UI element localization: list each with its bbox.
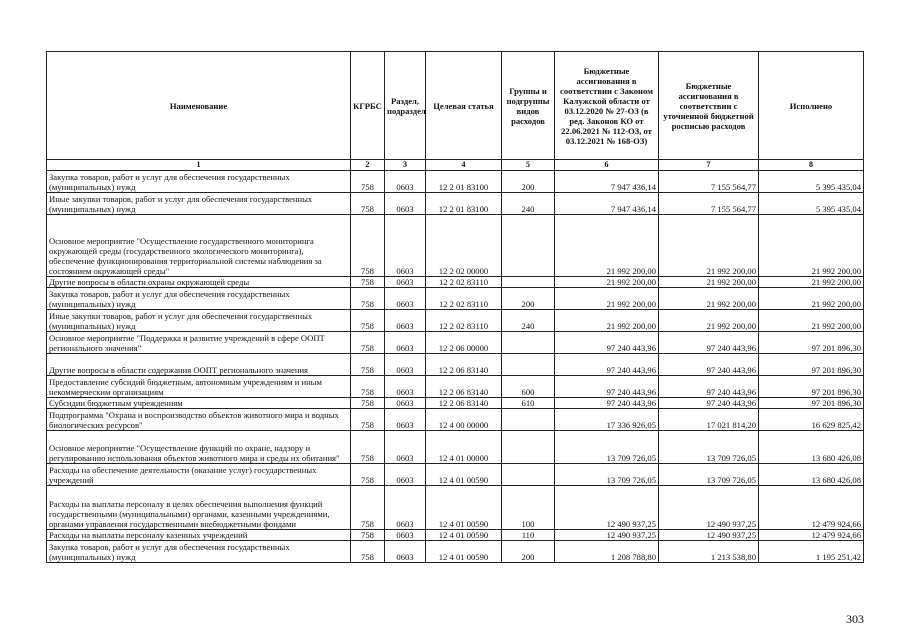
row-section: 0603 [385,541,426,563]
row-group: 240 [502,193,555,215]
table-row [47,193,864,215]
row-target: 12 2 02 83110 [426,310,502,332]
table-row [47,171,864,193]
header-row [47,52,864,160]
row-name: Расходы на выплаты персоналу в целях обеспечения выполнения функций государственными (муниципальными) органами, казенными учреждениями, органами управления государственными внебюджетными фондами [47,486,351,530]
row-group [502,332,555,354]
column-number: 2 [351,160,385,171]
column-number: 6 [555,160,659,171]
row-group [502,215,555,277]
table-row [47,431,864,464]
table-row [47,354,864,376]
row-section: 0603 [385,376,426,398]
row-refined: 17 021 814,20 [659,409,759,431]
column-number: 7 [659,160,759,171]
table-row [47,215,864,277]
row-law: 7 947 436,14 [555,193,659,215]
row-group: 610 [502,398,555,409]
table-row [47,464,864,486]
row-kgrbs: 758 [351,310,385,332]
row-name: Другие вопросы в области содержания ООПТ регионального значения [47,354,351,376]
row-refined: 97 240 443,96 [659,354,759,376]
row-target: 12 4 01 00590 [426,464,502,486]
row-target: 12 2 01 83100 [426,171,502,193]
row-name: Расходы на обеспечение деятельности (оказание услуг) государственных учреждений [47,464,351,486]
row-executed: 97 201 896,30 [759,398,864,409]
row-refined: 97 240 443,96 [659,398,759,409]
row-section: 0603 [385,398,426,409]
row-executed: 5 395 435,04 [759,193,864,215]
row-refined: 7 155 564,77 [659,193,759,215]
row-executed: 97 201 896,30 [759,354,864,376]
row-target: 12 4 01 00590 [426,530,502,541]
row-target: 12 4 00 00000 [426,409,502,431]
row-executed: 1 195 251,42 [759,541,864,563]
budget-table [46,51,864,563]
row-executed: 97 201 896,30 [759,332,864,354]
row-section: 0603 [385,464,426,486]
table-row [47,398,864,409]
row-executed: 12 479 924,66 [759,486,864,530]
table-row [47,376,864,398]
row-section: 0603 [385,486,426,530]
row-executed: 5 395 435,04 [759,171,864,193]
row-section: 0603 [385,310,426,332]
row-name: Субсидии бюджетным учреждениям [47,398,351,409]
row-kgrbs: 758 [351,486,385,530]
row-executed: 21 992 200,00 [759,215,864,277]
table-row [47,409,864,431]
header-law: Бюджетные ассигнования в соответствии с Законом Калужской области от 03.12.2020 № 27-ОЗ (в ред. Законов КО от 22.06.2021 № 112-ОЗ, от 03.12.2021 № 168-ОЗ) [555,52,659,160]
row-refined: 21 992 200,00 [659,288,759,310]
row-section: 0603 [385,171,426,193]
column-number: 4 [426,160,502,171]
row-executed: 21 992 200,00 [759,288,864,310]
row-law: 21 992 200,00 [555,288,659,310]
row-kgrbs: 758 [351,171,385,193]
row-executed: 13 680 426,08 [759,464,864,486]
row-section: 0603 [385,193,426,215]
row-target: 12 2 01 83100 [426,193,502,215]
row-name: Закупка товаров, работ и услуг для обеспечения государственных (муниципальных) нужд [47,171,351,193]
row-target: 12 2 02 83110 [426,277,502,288]
row-target: 12 2 06 83140 [426,376,502,398]
row-name: Другие вопросы в области охраны окружающей среды [47,277,351,288]
row-target: 12 2 06 83140 [426,354,502,376]
row-kgrbs: 758 [351,409,385,431]
row-kgrbs: 758 [351,193,385,215]
row-executed: 13 680 426,08 [759,431,864,464]
row-group: 200 [502,171,555,193]
row-law: 97 240 443,96 [555,332,659,354]
row-refined: 97 240 443,96 [659,332,759,354]
table-row [47,332,864,354]
row-target: 12 4 01 00590 [426,541,502,563]
row-name: Закупка товаров, работ и услуг для обеспечения государственных (муниципальных) нужд [47,541,351,563]
row-executed: 16 629 825,42 [759,409,864,431]
header-executed: Исполнено [759,52,864,160]
row-section: 0603 [385,354,426,376]
header-groups: Группы и подгруппы видов расходов [502,52,555,160]
row-kgrbs: 758 [351,464,385,486]
header-kgrbs: КГРБС [351,52,385,160]
row-law: 21 992 200,00 [555,310,659,332]
row-executed: 21 992 200,00 [759,310,864,332]
row-name: Основное мероприятие "Осуществление государственного мониторинга окружающей среды (государственного экологического мониторинга), обеспечение функционирования территориальной системы наблюдения за состоянием окружающей среды" [47,215,351,277]
row-group [502,354,555,376]
row-executed: 12 479 924,66 [759,530,864,541]
row-kgrbs: 758 [351,215,385,277]
row-kgrbs: 758 [351,354,385,376]
row-group: 100 [502,486,555,530]
row-law: 13 709 726,05 [555,431,659,464]
page-number: 303 [846,612,864,626]
row-group: 200 [502,541,555,563]
row-target: 12 4 01 00000 [426,431,502,464]
table-row [47,541,864,563]
row-name: Иные закупки товаров, работ и услуг для обеспечения государственных (муниципальных) нужд [47,193,351,215]
row-law: 12 490 937,25 [555,530,659,541]
row-kgrbs: 758 [351,288,385,310]
row-group [502,431,555,464]
row-law: 97 240 443,96 [555,376,659,398]
row-section: 0603 [385,409,426,431]
row-target: 12 4 01 00590 [426,486,502,530]
row-law: 97 240 443,96 [555,354,659,376]
row-kgrbs: 758 [351,398,385,409]
row-law: 21 992 200,00 [555,215,659,277]
row-group: 200 [502,288,555,310]
row-group [502,409,555,431]
row-kgrbs: 758 [351,541,385,563]
header-section: Раздел, подраздел [385,52,426,160]
row-law: 17 336 926,05 [555,409,659,431]
header-target: Целевая статья [426,52,502,160]
row-target: 12 2 02 00000 [426,215,502,277]
row-refined: 21 992 200,00 [659,310,759,332]
row-section: 0603 [385,530,426,541]
row-law: 12 490 937,25 [555,486,659,530]
row-group [502,464,555,486]
header-refined: Бюджетные ассигнования в соответствии с уточненной бюджетной росписью расходов [659,52,759,160]
column-number: 3 [385,160,426,171]
row-kgrbs: 758 [351,431,385,464]
table-row [47,310,864,332]
row-executed: 97 201 896,30 [759,376,864,398]
row-refined: 7 155 564,77 [659,171,759,193]
row-kgrbs: 758 [351,376,385,398]
row-refined: 97 240 443,96 [659,376,759,398]
row-target: 12 2 06 00000 [426,332,502,354]
row-name: Закупка товаров, работ и услуг для обеспечения государственных (муниципальных) нужд [47,288,351,310]
column-number: 5 [502,160,555,171]
column-number: 1 [47,160,351,171]
row-name: Расходы на выплаты персоналу казенных учреждений [47,530,351,541]
row-group [502,277,555,288]
row-kgrbs: 758 [351,530,385,541]
row-group: 110 [502,530,555,541]
row-refined: 12 490 937,25 [659,486,759,530]
row-refined: 21 992 200,00 [659,215,759,277]
row-name: Основное мероприятие "Поддержка и развитие учреждений в сфере ООПТ регионального значения" [47,332,351,354]
row-refined: 1 213 538,80 [659,541,759,563]
row-section: 0603 [385,277,426,288]
row-refined: 13 709 726,05 [659,431,759,464]
row-executed: 21 992 200,00 [759,277,864,288]
row-refined: 13 709 726,05 [659,464,759,486]
row-group: 600 [502,376,555,398]
row-name: Предоставление субсидий бюджетным, автономным учреждениям и иным некоммерческим организациям [47,376,351,398]
row-law: 97 240 443,96 [555,398,659,409]
row-kgrbs: 758 [351,277,385,288]
table-row [47,530,864,541]
column-number-row [47,160,864,171]
row-name: Основное мероприятие "Осуществление функций по охране, надзору и регулированию использования объектов животного мира и среды их обитания" [47,431,351,464]
row-section: 0603 [385,332,426,354]
row-law: 13 709 726,05 [555,464,659,486]
row-law: 21 992 200,00 [555,277,659,288]
row-refined: 12 490 937,25 [659,530,759,541]
row-section: 0603 [385,431,426,464]
table-row [47,277,864,288]
row-law: 7 947 436,14 [555,171,659,193]
row-group: 240 [502,310,555,332]
row-target: 12 2 02 83110 [426,288,502,310]
row-section: 0603 [385,288,426,310]
column-number: 8 [759,160,864,171]
row-kgrbs: 758 [351,332,385,354]
row-section: 0603 [385,215,426,277]
row-name: Подпрограмма "Охрана и воспроизводство объектов животного мира и водных биологических ресурсов" [47,409,351,431]
row-law: 1 208 788,80 [555,541,659,563]
row-target: 12 2 06 83140 [426,398,502,409]
row-name: Иные закупки товаров, работ и услуг для обеспечения государственных (муниципальных) нужд [47,310,351,332]
table-row [47,288,864,310]
row-refined: 21 992 200,00 [659,277,759,288]
table-row [47,486,864,530]
header-name: Наименование [47,52,351,160]
